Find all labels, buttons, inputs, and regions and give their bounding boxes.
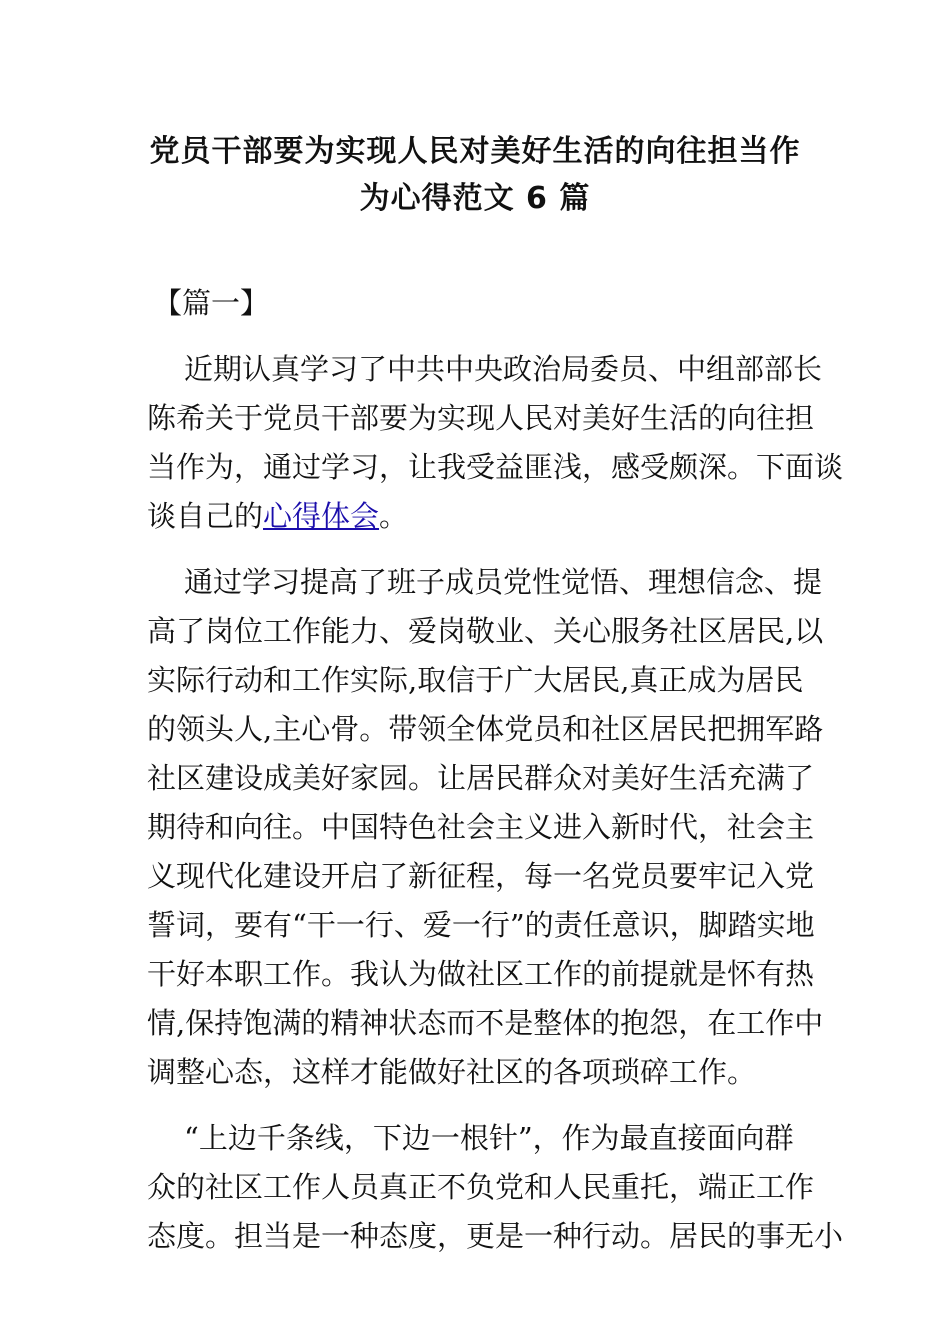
link-xinde-tihui[interactable]: 心得体会	[263, 499, 380, 533]
document-body	[147, 279, 844, 1261]
paragraph-line: 态度。担当是一种态度，更是一种行动。居民的事无小	[147, 1219, 844, 1253]
paragraph-line: 社区建设成美好家园。让居民群众对美好生活充满了	[147, 761, 815, 795]
title-line-2: 为心得范文 6 篇	[359, 181, 591, 216]
paragraph-3	[147, 1114, 844, 1261]
paragraph-line: 实际行动和工作实际,取信于广大居民,真正成为居民	[147, 663, 804, 697]
spacer	[147, 1097, 817, 1114]
paragraph-line: 高了岗位工作能力、爱岗敬业、关心服务社区居民,以	[147, 614, 824, 648]
paragraph-line: 当作为，通过学习，让我受益匪浅，感受颇深。下面谈	[147, 450, 844, 484]
link-suffix: 。	[379, 499, 409, 533]
paragraph-line: 誓词，要有“干一行、爱一行”的责任意识，脚踏实地	[147, 908, 815, 942]
paragraph-line: 的领头人,主心骨。带领全体党员和社区居民把拥军路	[147, 712, 824, 746]
link-prefix: 谈自己的	[147, 499, 264, 533]
paragraph-line: 义现代化建设开启了新征程，每一名党员要牢记入党	[147, 859, 815, 893]
paragraph-line: 通过学习提高了班子成员党性觉悟、理想信念、提	[184, 565, 823, 599]
paragraph-line: 情,保持饱满的精神状态而不是整体的抱怨，在工作中	[147, 1006, 824, 1040]
paragraph-line-with-link	[147, 492, 817, 541]
title-line-1: 党员干部要为实现人民对美好生活的向往担当作	[149, 134, 801, 169]
paragraph-line: 众的社区工作人员真正不负党和人民重托，端正工作	[147, 1170, 815, 1204]
paragraph-line: 近期认真学习了中共中央政治局委员、中组部部长	[184, 352, 823, 386]
document-title	[140, 128, 810, 222]
paragraph-line: 陈希关于党员干部要为实现人民对美好生活的向往担	[147, 401, 815, 435]
paragraph-line: 期待和向往。中国特色社会主义进入新时代，社会主	[147, 810, 815, 844]
paragraph-2	[147, 558, 824, 1097]
paragraph-1	[147, 345, 844, 541]
paragraph-line: 调整心态，这样才能做好社区的各项琐碎工作。	[147, 1055, 757, 1089]
spacer	[147, 541, 817, 558]
section-heading: 【篇一】	[153, 286, 270, 320]
spacer	[147, 328, 817, 345]
paragraph-line: “上边千条线，下边一根针”，作为最直接面向群	[184, 1121, 794, 1155]
paragraph-line: 干好本职工作。我认为做社区工作的前提就是怀有热	[147, 957, 815, 991]
